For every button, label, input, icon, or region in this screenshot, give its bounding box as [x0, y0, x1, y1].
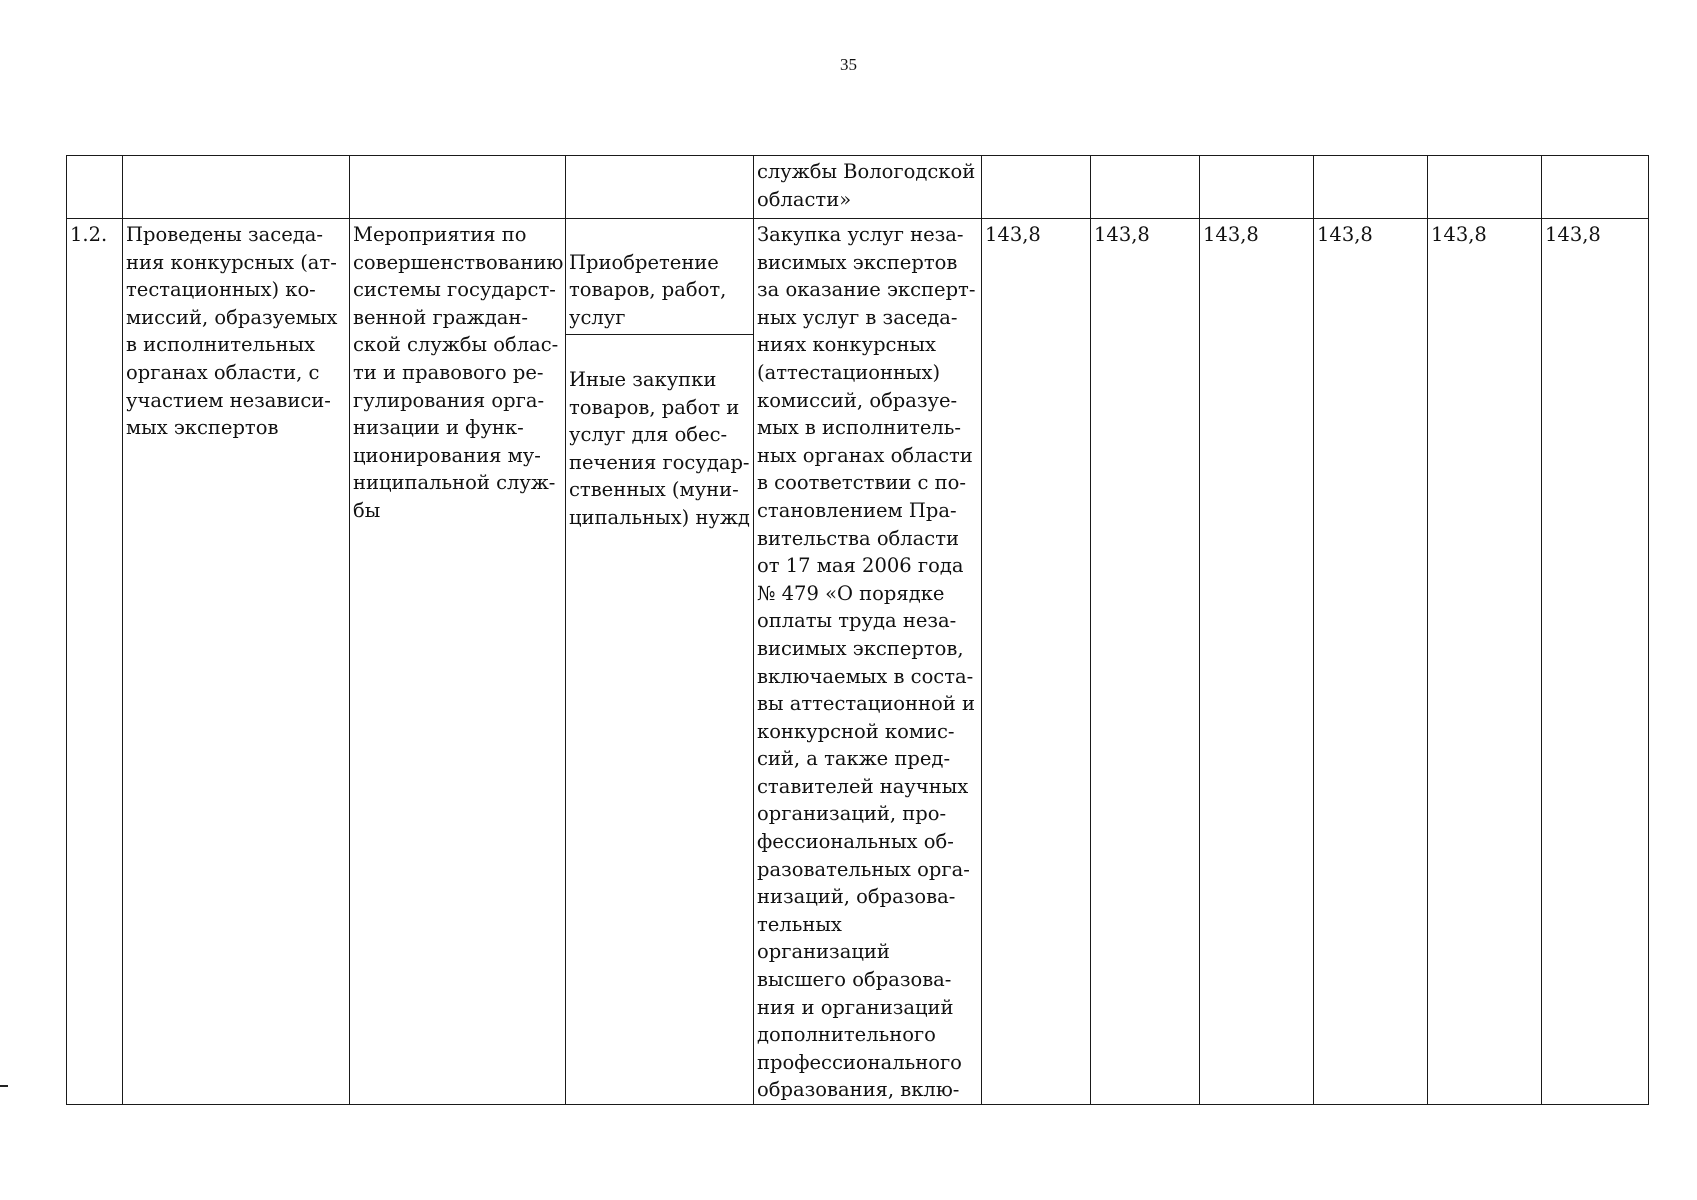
cell-empty [1091, 156, 1200, 219]
cell-value: 143,8 [1314, 219, 1428, 1105]
cell-value: 143,8 [1091, 219, 1200, 1105]
cell-value: 143,8 [1200, 219, 1314, 1105]
cell-empty [1428, 156, 1542, 219]
cell-empty [1542, 156, 1649, 219]
cell-expense-type [566, 219, 754, 1105]
cell-empty [1200, 156, 1314, 219]
cell-empty [123, 156, 350, 219]
cell-measure: Мероприятия по совершенствованию системы государст- венной граждан- ской службы облас- ти и правового ре- гулирования орга- низации и функ- ционирования му- ниципальной служ- бы [350, 219, 566, 1105]
budget-table [66, 155, 1649, 1105]
cell-empty [982, 156, 1091, 219]
table-row [67, 219, 1649, 1105]
cell-value: 143,8 [982, 219, 1091, 1105]
continuation-row [67, 156, 1649, 219]
cell-empty [1314, 156, 1428, 219]
page-number: 35 [840, 55, 857, 74]
cell-empty [67, 156, 123, 219]
cell-description-continuation: службы Вологодской области» [754, 156, 982, 219]
cell-empty [350, 156, 566, 219]
cell-value: 143,8 [1542, 219, 1649, 1105]
expense-type-secondary: Иные закупки товаров, работ и услуг для обес- печения государ- ственных (муни- ципальных) нужд [569, 367, 750, 529]
cell-result: Проведены заседа- ния конкурсных (ат- тестационных) ко- миссий, образуемых в исполнительных органах области, с участием независи- мых экспертов [123, 219, 350, 1105]
cell-row-number: 1.2. [67, 219, 123, 1105]
margin-mark [0, 1085, 8, 1087]
cell-empty [566, 156, 754, 219]
cell-value: 143,8 [1428, 219, 1542, 1105]
expense-type-primary: Приобретение товаров, работ, услуг [566, 249, 753, 336]
cell-description: Закупка услуг неза- висимых экспертов за оказание эксперт- ных услуг в заседа- ниях конкурсных (аттестационных) комиссий, образуе- мых в исполнитель- ных органах области в соответствии с по- становлением Пра- вительства области от 17 мая 2006 года № 479 «О порядке оплаты труда неза- висимых экспертов, включаемых в соста- вы аттестационной и конкурсной комис- сий, а также пред- ставителей научных организаций, про- фессиональных об- разовательных орга- низаций, образова- тельных организаций высшего образова- ния и организаций дополнительного профессионального образования, вклю- [754, 219, 982, 1105]
